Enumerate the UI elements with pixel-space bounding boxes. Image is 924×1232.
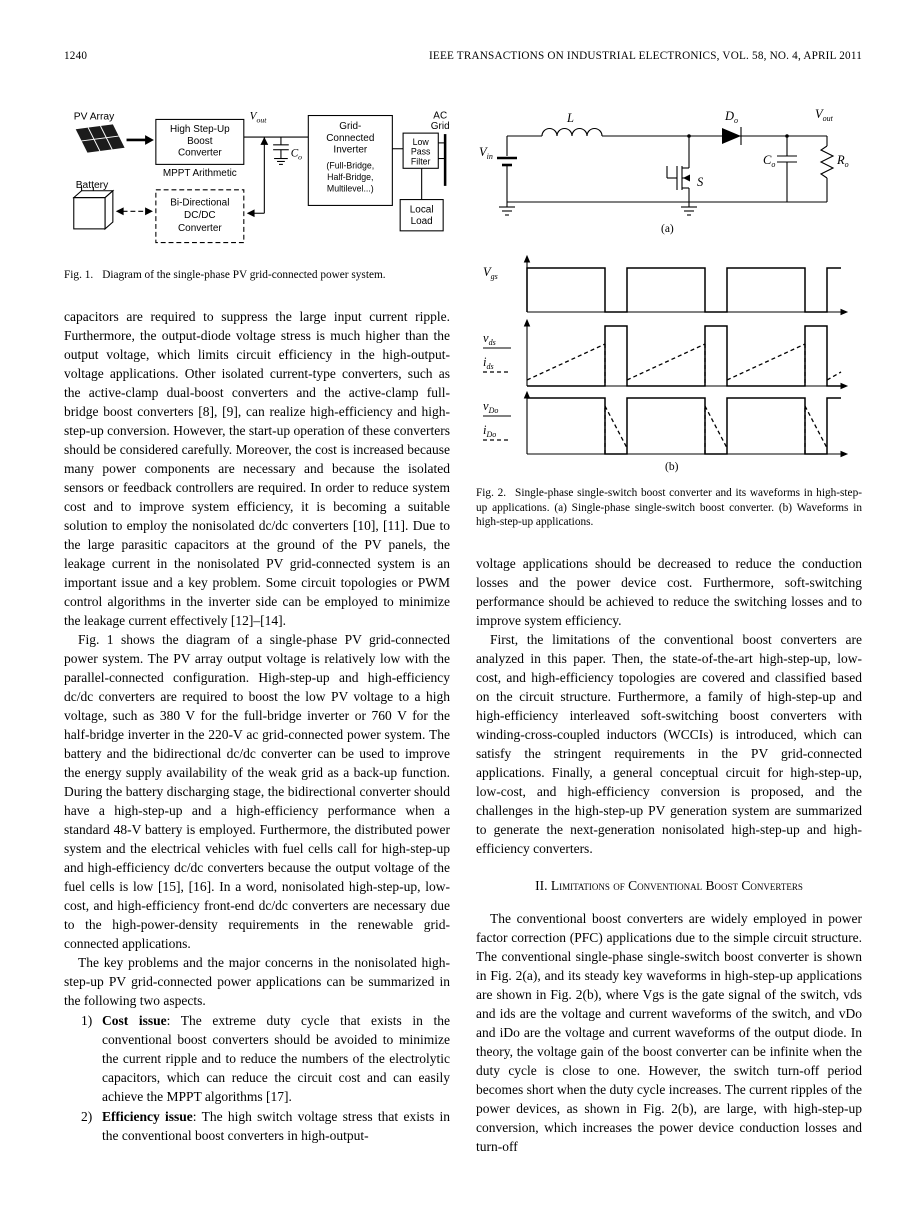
- diode-label: $D_o$: [725, 109, 739, 125]
- section-heading: [476, 876, 862, 895]
- svg-text:Bi-Directional: Bi-Directional: [170, 197, 230, 209]
- svg-text:Converter: Converter: [177, 147, 222, 159]
- fig2-vout-label: $V_{out}$: [815, 107, 833, 123]
- svg-text:Multilevel...): Multilevel...): [326, 183, 374, 194]
- inductor-label: L: [567, 111, 574, 125]
- bidir-to-bus-link: [247, 137, 268, 217]
- waveforms: [483, 256, 847, 473]
- vgs-label: $V_{gs}$: [483, 265, 498, 281]
- switch-label: S: [697, 175, 704, 189]
- ac-grid: [431, 110, 450, 185]
- page-header: [64, 50, 862, 62]
- svg-text:Converter: Converter: [177, 222, 222, 234]
- solar-panel-icon: [76, 124, 125, 152]
- fig1-capacitor: [273, 137, 302, 164]
- ido-label: $i_{Do}$: [483, 423, 497, 439]
- list-item-label: Cost issue: [102, 1012, 167, 1028]
- ro-label: $R_o$: [837, 153, 849, 169]
- left-column: [64, 104, 450, 1156]
- local-load-box: [400, 168, 443, 231]
- output-diode: [722, 109, 741, 145]
- fig2-caption-label: Fig. 2.: [476, 487, 507, 499]
- ground-symbol-center: [681, 202, 697, 215]
- figure-1: [64, 104, 450, 283]
- battery-icon: [74, 187, 113, 229]
- bidirectional-converter-box: [156, 190, 244, 243]
- svg-text:AC: AC: [433, 110, 448, 122]
- list-number: 1): [81, 1012, 93, 1028]
- svg-text:Filter: Filter: [410, 156, 431, 167]
- svg-text:Boost: Boost: [187, 135, 213, 147]
- list-item-label: Efficiency issue: [102, 1108, 193, 1124]
- list-item-efficiency: 2) Efficiency issue: The high switch voltage stress that exists in the conventional boost converters in high-output-: [81, 1108, 450, 1143]
- paragraph: The conventional boost converters are widely employed in power factor correction (PFC) applications due to the simple circuit structure. The conventional single-phase single-switch boost converter is shown in Fig. 2(a), and its steady key waveforms in high-step-up applications are shown in Fig. 2(b), where Vgs is the gate signal of the switch, vds and ids are the voltage and current waveforms of the switch, and vDo and iDo are the voltage and current waveforms of the output diode. In theory, the voltage gain of the boost converter can be infinite when the duty cycle is close to one. However, the switch turn-off period becomes short when the duty cycle increases. The current ripples of the power devices, as shown in Fig. 2(b), are large, with high-step-up conversion, which increases the power device conduction losses and turn-off: [476, 910, 862, 1154]
- fig2-diagram: [476, 104, 862, 474]
- fig1-caption: Fig. 1. Diagram of the single-phase PV grid-connected power system.: [64, 269, 386, 281]
- fig1-co-label: $C_o$: [290, 147, 303, 162]
- svg-text:(Full-Bridge,: (Full-Bridge,: [326, 160, 375, 171]
- svg-text:Grid: Grid: [430, 121, 450, 133]
- load-resistor: [821, 136, 849, 202]
- fig1-caption-label: Fig. 1.: [64, 269, 94, 281]
- svg-text:Low: Low: [412, 136, 429, 147]
- subfigure-a-label: (a): [661, 223, 674, 235]
- boost-converter-box: [156, 119, 244, 179]
- battery-bidir-arrow: [116, 207, 153, 215]
- right-text: [476, 554, 862, 1156]
- paragraph: First, the limitations of the conventional boost converters are analyzed in this paper. Then, the state-of-the-art high-step-up, low-cost, and high-efficiency topologies are covered and classified based on the circuit structure. Furthermore, a family of high-step-up and high-efficiency interleaved soft-switching boost converters with winding-cross-coupled inductors (WCCIs) is introduced, which can satisfy the stringent requirements in the PV grid-connected applications. Finally, a general conceptual circuit for high-step-up, low-cost, and high-efficiency conversion is proposed, and the challenges in the high-step-up PV generation system are summarized to generate the next-generation nonisolated high-step-up and high-efficiency converters.: [476, 631, 862, 856]
- mppt-label: MPPT Arithmetic: [162, 168, 237, 180]
- fig2-caption: Fig. 2. Single-phase single-switch boost converter and its waveforms in high-step-up applications. (a) Single-phase single-switch boost converter. (b) Waveforms in high-step-up applications.: [476, 487, 862, 529]
- fig2-co-label: $C_o$: [763, 153, 776, 169]
- output-capacitor: [763, 134, 797, 202]
- mosfet-switch: [667, 134, 704, 202]
- ground-symbol-left: [499, 202, 515, 215]
- pv-to-boost-arrow: [127, 135, 154, 145]
- section-title: Limitations of Conventional Boost Converters: [550, 877, 803, 893]
- vdo-label: $v_{Do}$: [483, 399, 499, 415]
- list-item-cost: 1) Cost issue: The extreme duty cycle that exists in the conventional boost converters should be avoided to minimize the current ripple and to reduce the numbers of the electrolytic capacitors, which can reduce the circuit cost and can easily achieve the MPPT algorithms [17].: [81, 1012, 450, 1104]
- page-number: 1240: [64, 50, 88, 62]
- paragraph: The key problems and the major concerns in the nonisolated high-step-up PV grid-connected power applications can be summarized in the following two aspects.: [64, 954, 450, 1008]
- list-number: 2): [81, 1108, 93, 1124]
- subfigure-b-label: (b): [665, 461, 679, 473]
- left-text: [64, 307, 450, 1145]
- right-column: [476, 104, 862, 1156]
- two-column-layout: [64, 104, 862, 1156]
- inverter-box: [308, 116, 392, 206]
- svg-text:High Step-Up: High Step-Up: [169, 124, 230, 136]
- svg-text:Pass: Pass: [410, 146, 431, 157]
- pv-array-label: PV Array: [73, 111, 115, 123]
- vds-label: $v_{ds}$: [483, 331, 496, 347]
- battery-label: Battery: [75, 179, 109, 191]
- fig1-diagram: [64, 106, 450, 256]
- section-number: II.: [535, 877, 548, 893]
- low-pass-filter-box: [403, 133, 438, 168]
- ids-label: $i_{ds}$: [483, 355, 494, 371]
- journal-title: IEEE TRANSACTIONS ON INDUSTRIAL ELECTRONICS, VOL. 58, NO. 4, APRIL 2011: [428, 50, 862, 62]
- figure-2: [476, 104, 862, 530]
- fig1-vout-label: $V_{out}$: [249, 110, 267, 125]
- svg-text:DC/DC: DC/DC: [184, 210, 216, 222]
- svg-text:Connected: Connected: [326, 132, 375, 144]
- vin-label: $V_{in}$: [479, 145, 493, 161]
- paragraph: capacitors are required to suppress the large input current ripple. Furthermore, the output-diode voltage stress is much higher than the output voltage, which limits circuit efficiency in the high-output-voltage applications. Other isolated current-type converters, such as the active-clamp dual-boost converters and the active-clamp full-bridge boost converters [8], [9], can realize high-efficiency and high-step-up conversion. However, the start-up operation of these converters should be considered carefully. Moreover, the cost is increased because many power components are necessary and because the isolated sensors or feedback controllers are required. In order to reduce system cost and to improve system efficiency, it is becoming a suitable solution to employ the nonisolated dc/dc converters [10], [11]. Due to the large parasitic capacitors at the ground of the PV panels, the leakage current in the nonisolated PV grid-connected system is an important issue and a key problem. Some circuit topologies or PWM control algorithms in the inverter side can be employed to minimize the leakage current effectively [12]–[14].: [64, 308, 450, 628]
- paragraph: Fig. 1 shows the diagram of a single-phase PV grid-connected power system. The PV array output voltage is relatively low with the parallel-connected configuration. High-step-up and high-efficiency dc/dc converters are required to boost the low PV voltage to a high voltage, such as 380 V for the full-bridge inverter or 760 V for the half-bridge inverter in the 220-V ac grid-connected power system. The battery and the bidirectional dc/dc converter can be used to improve the energy supply availability of the weak grid as a back-up function. During the battery discharging stage, the bidirectional converter should have a high-step-up and a high-efficiency performance when a standard 48-V battery is employed. Furthermore, the distributed power system and the electrical vehicles with fuel cells call for high-step-up and high-efficiency dc/dc converters because the output voltage of the fuel cells is low [15], [16]. In a word, nonisolated high-step-up, low-cost, and high-efficiency front-end dc/dc converters are necessary due to the high-power-density requirements in the renewable grid-connected applications.: [64, 631, 450, 951]
- svg-text:Local: Local: [409, 204, 434, 216]
- svg-text:Half-Bridge,: Half-Bridge,: [327, 172, 374, 183]
- svg-text:Grid-: Grid-: [339, 121, 362, 133]
- boost-circuit: [479, 107, 849, 235]
- list-continuation: voltage applications should be decreased to reduce the conduction losses and the power device cost. Furthermore, soft-switching performance should be achieved to reduce the switching losses and to improve system efficiency.: [476, 555, 862, 628]
- svg-text:Load: Load: [410, 215, 433, 227]
- svg-text:Inverter: Inverter: [333, 144, 368, 156]
